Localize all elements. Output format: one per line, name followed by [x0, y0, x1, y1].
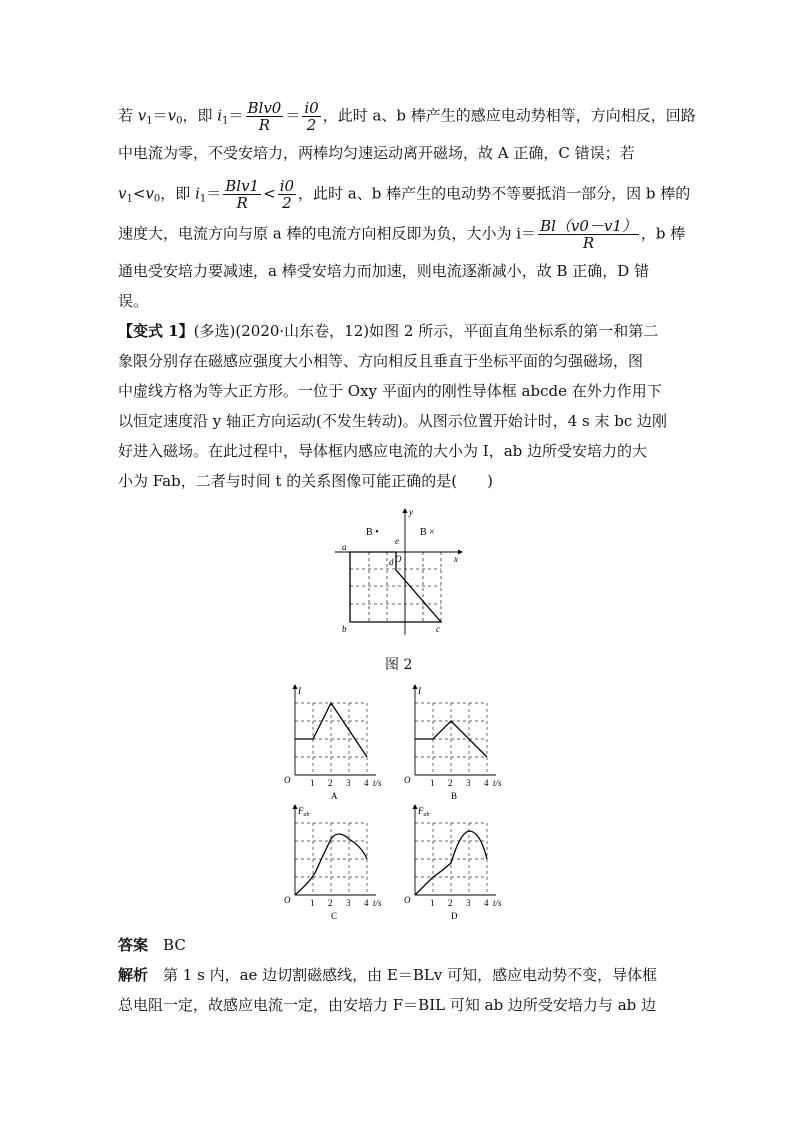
- problem-line-1: [118, 318, 680, 344]
- graph-c: [278, 803, 396, 921]
- graph-tick: 1: [310, 778, 315, 788]
- fraction-numerator: i0: [304, 99, 319, 117]
- answer-label: 答案: [118, 936, 149, 954]
- y-arrow-icon: [413, 804, 418, 809]
- solution-line-4: [118, 217, 686, 252]
- graph-tick: 3: [346, 778, 351, 788]
- y-arrow-icon: [293, 684, 298, 689]
- figure-2-caption: 图 2: [385, 657, 413, 673]
- option-label: C: [331, 911, 338, 921]
- graph-tick: 2: [328, 778, 333, 788]
- option-label: B: [451, 791, 458, 801]
- analysis-label: 解析: [118, 966, 149, 984]
- graph-tick: 2: [448, 778, 453, 788]
- graph-origin-label: O: [284, 895, 291, 905]
- vertex-e-label: e: [395, 536, 399, 546]
- graph-a: [278, 683, 396, 801]
- field-label-right: B ×: [420, 527, 435, 538]
- text: <v: [132, 184, 154, 203]
- text: (多选)(2020·山东卷，12)如图 2 所示，平面直角坐标系的第一和第二: [193, 322, 659, 340]
- option-label: D: [451, 911, 458, 921]
- graph-tick: 3: [346, 898, 351, 908]
- fraction-numerator: Bl（v0－v1）: [540, 217, 637, 235]
- text: 0: [153, 193, 161, 205]
- y-arrow-icon: [293, 804, 298, 809]
- text: i: [217, 106, 223, 125]
- option-label: A: [331, 791, 338, 801]
- text: 1: [199, 193, 207, 205]
- answer-value: BC: [163, 936, 186, 954]
- text: ，即: [182, 106, 218, 125]
- graph-x-label: t/s: [373, 778, 382, 788]
- graph-origin-label: O: [284, 775, 291, 785]
- field-label-left: B •: [366, 527, 379, 538]
- analysis-line-2: 总电阻一定，故感应电流一定，由安培力 F＝BIL 可知 ab 边所受安培力与 ab 边: [118, 996, 657, 1014]
- text: 1: [126, 193, 133, 205]
- answer-line: [118, 932, 680, 958]
- text: v: [167, 106, 177, 125]
- x-axis-label: x: [454, 554, 458, 564]
- graph-y-label: $F_{ab}$: [418, 806, 430, 818]
- solution-line-2: 中电流为零，不受安培力，两棒均匀速运动离开磁场，故 A 正确，C 错误；若: [118, 144, 635, 162]
- vertex-d-label: d: [389, 557, 394, 567]
- fraction: [246, 100, 284, 133]
- problem-line-4: 以恒定速度沿 y 轴正方向运动(不发生转动)。从图示位置开始计时，4 s 末 bc 边刚: [118, 412, 668, 430]
- fraction: [223, 178, 261, 211]
- graph-tick: 4: [484, 898, 489, 908]
- solution-line-1: [118, 99, 696, 135]
- text: 1: [222, 115, 229, 127]
- text: ＝: [152, 106, 168, 125]
- graph-b: [398, 683, 516, 801]
- solution-line-5: 通电受安培力要减速，a 棒受安培力而加速，则电流逐渐减小，故 B 正确，D 错: [118, 262, 650, 280]
- fraction: [538, 218, 639, 251]
- origin-label: O: [395, 554, 402, 564]
- graph-d: [398, 803, 516, 921]
- problem-line-3: 中虚线方格为等大正方形。一位于 Oxy 平面内的刚性导体框 abcde 在外力作用下: [118, 382, 662, 400]
- y-arrow-icon: [413, 684, 418, 689]
- graph-origin-label: O: [404, 775, 411, 785]
- text: ，b 棒: [640, 224, 686, 243]
- text: v: [137, 106, 147, 125]
- analysis-line-1: [118, 962, 680, 988]
- text: 若: [118, 106, 138, 125]
- text: ＝: [206, 184, 222, 203]
- text: ，此时 a、b 棒产生的电动势不等要抵消一部分，因 b 棒的: [298, 184, 691, 203]
- fraction: [302, 100, 320, 133]
- fraction-denominator: R: [582, 234, 595, 252]
- y-arrow-icon: [403, 508, 408, 513]
- variant-tag: 【变式 1】: [118, 322, 194, 340]
- graph-tick: 4: [364, 898, 369, 908]
- graph-x-label: t/s: [493, 778, 502, 788]
- solution-line-6: 误。: [118, 292, 149, 310]
- fraction: [278, 178, 296, 211]
- graph-tick: 1: [430, 898, 435, 908]
- fraction-numerator: Blv1: [225, 177, 260, 195]
- graph-y-label: I: [418, 686, 421, 696]
- graph-tick: 1: [310, 898, 315, 908]
- fraction-numerator: Blv0: [247, 99, 282, 117]
- graph-tick: 2: [328, 898, 333, 908]
- vertex-c-label: c: [436, 624, 440, 634]
- text: 0: [176, 115, 183, 127]
- graph-x-label: t/s: [373, 898, 382, 908]
- graph-tick: 4: [364, 778, 369, 788]
- figure-2-diagram: [330, 505, 470, 645]
- vertex-a-label: a: [342, 542, 347, 552]
- fraction-denominator: R: [258, 116, 271, 134]
- text: ，即: [160, 184, 196, 203]
- graph-tick: 3: [466, 778, 471, 788]
- vertex-b-label: b: [342, 624, 347, 634]
- graph-origin-label: O: [404, 895, 411, 905]
- text: 第 1 s 内，ae 边切割磁感线，由 E＝BLv 可知，感应电动势不变，导体框: [163, 966, 658, 984]
- graph-tick: 2: [448, 898, 453, 908]
- problem-line-5: 好进入磁场。在此过程中，导体框内感应电流的大小为 I，ab 边所受安培力的大: [118, 442, 648, 460]
- problem-line-2: 象限分别存在磁感应强度大小相等、方向相反且垂直于坐标平面的匀强磁场，图: [118, 352, 644, 370]
- x-arrow-icon: [458, 550, 463, 555]
- graph-y-label: I: [298, 686, 301, 696]
- text: ＝: [228, 106, 244, 125]
- graph-tick: 3: [466, 898, 471, 908]
- graph-tick: 4: [484, 778, 489, 788]
- fraction-denominator: 2: [282, 194, 292, 212]
- text: ，此时 a、b 棒产生的感应电动势相等，方向相反，回路: [322, 106, 696, 125]
- fraction-numerator: i0: [279, 177, 295, 195]
- solution-line-3: [118, 177, 691, 213]
- text: 1: [146, 115, 153, 127]
- graph-tick: 1: [430, 778, 435, 788]
- fraction-denominator: 2: [306, 116, 317, 134]
- y-axis-label: y: [409, 507, 413, 517]
- text: v: [118, 184, 127, 203]
- fraction-denominator: R: [236, 194, 248, 212]
- text: <: [263, 184, 276, 203]
- text: 速度大，电流方向与原 a 棒的电流方向相反即为负，大小为 i＝: [118, 224, 537, 243]
- text: ＝: [285, 106, 301, 125]
- graph-x-label: t/s: [493, 898, 502, 908]
- text: i: [195, 184, 200, 203]
- graph-y-label: $F_{ab}$: [298, 806, 310, 818]
- problem-line-6: 小为 Fab，二者与时间 t 的关系图像可能正确的是( ): [118, 472, 493, 490]
